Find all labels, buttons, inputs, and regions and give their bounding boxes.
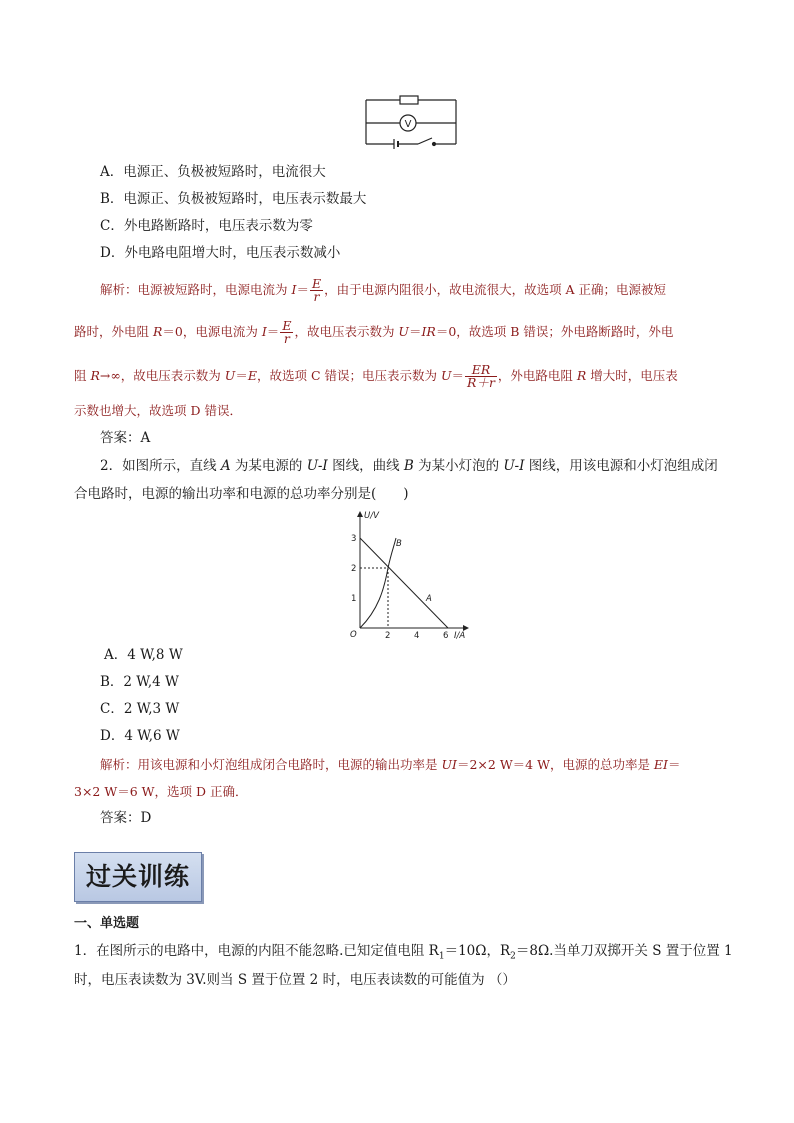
section-subtitle: 一、单选题 <box>74 916 140 931</box>
q1-option-b: B．电源正、负极被短路时，电压表示数最大 <box>100 191 367 207</box>
q2-option-a: A．4 W,8 W <box>104 647 183 663</box>
q1-explanation-line-4: 示数也增大，故选项 D 错误． <box>74 403 242 418</box>
y-tick-1: 1 <box>351 594 357 604</box>
q2-option-d: D．4 W,6 W <box>100 728 180 744</box>
origin-label: O <box>350 630 357 640</box>
line-a-label: A <box>426 594 432 604</box>
y-tick-2: 2 <box>351 564 357 574</box>
q2-stem-line-1: 2．如图所示，直线 A 为某电源的 U-I 图线，曲线 B 为某小灯泡的 U-I 图线，用该电源和小灯泡组成闭 <box>100 458 718 474</box>
voltmeter-symbol: V <box>404 119 412 130</box>
curve-b <box>360 538 396 628</box>
q1-option-c: C．外电路断路时，电压表示数为零 <box>100 218 313 234</box>
q2-explanation-line-1: 解析：用该电源和小灯泡组成闭合电路时，电源的输出功率是 UI＝2×2 W＝4 W，电源的总功率是 EI＝ <box>100 757 681 772</box>
x-tick-4: 4 <box>414 631 420 641</box>
q3-stem-line-1: 1．在图所示的电路中，电源的内阻不能忽略.已知定值电阻 $R_1=10\Omega$，$R_2=8\Omega$.当单刀双掷开关 S 置于位置 1 <box>74 943 733 962</box>
q2-option-b: B．2 W,4 W <box>100 674 179 690</box>
q1-explanation-line-1: 解析：电源被短路时，电源电流为 I＝ $\frac{E}{r}$ ，由于电源内阻很小，故电流很大，故选项 A 正确；电源被短 <box>100 276 667 304</box>
section-header-box <box>74 852 202 902</box>
x-axis-label: I/A <box>454 631 466 641</box>
curve-b-label: B <box>396 539 402 549</box>
y-tick-3: 3 <box>351 534 357 544</box>
q1-option-d: D．外电路电阻增大时，电压表示数减小 <box>100 245 341 261</box>
x-tick-2: 2 <box>385 631 391 641</box>
q1-option-a: A．电源正、负极被短路时，电流很大 <box>100 164 326 180</box>
y-axis-label: U/V <box>364 511 379 521</box>
line-a <box>360 538 448 628</box>
q1-explanation-line-3: 阻 R→∞，故电压表示数为 U＝E，故选项 C 错误；电压表示数为 U＝ $\frac{ER}{R+r}$ ，外电路电阻 R 增大时，电压表 <box>74 362 678 390</box>
fraction-er-over-r-plus-r: $\frac{ER}{R+r}$ <box>467 362 495 390</box>
fraction-e-over-r: $\frac{E}{r}$ <box>311 276 322 304</box>
section-title: 过关训练 <box>85 862 190 891</box>
q2-stem-line-2: 合电路时，电源的输出功率和电源的总功率分别是( ) <box>74 486 409 502</box>
q2-option-c: C．2 W,3 W <box>100 701 180 717</box>
q2-answer: 答案：D <box>100 810 152 826</box>
q1-explanation-line-2: 路时，外电阻 R＝0，电源电流为 I＝ $\frac{E}{r}$ ，故电压表示数为 U＝IR＝0，故选项 B 错误；外电路断路时，外电 <box>74 318 674 346</box>
q1-answer: 答案：A <box>100 430 151 446</box>
q3-stem-line-2: 时，电压表读数为 3V.则当 S 置于位置 2 时，电压表读数的可能值为 （） <box>74 972 516 988</box>
fraction-e-over-r: $\frac{E}{r}$ <box>282 318 292 346</box>
circuit-diagram <box>360 92 464 150</box>
x-tick-6: 6 <box>443 631 449 641</box>
q2-ui-graph <box>340 506 476 642</box>
q2-explanation-line-2: 3×2 W＝6 W，选项 D 正确． <box>74 784 248 799</box>
